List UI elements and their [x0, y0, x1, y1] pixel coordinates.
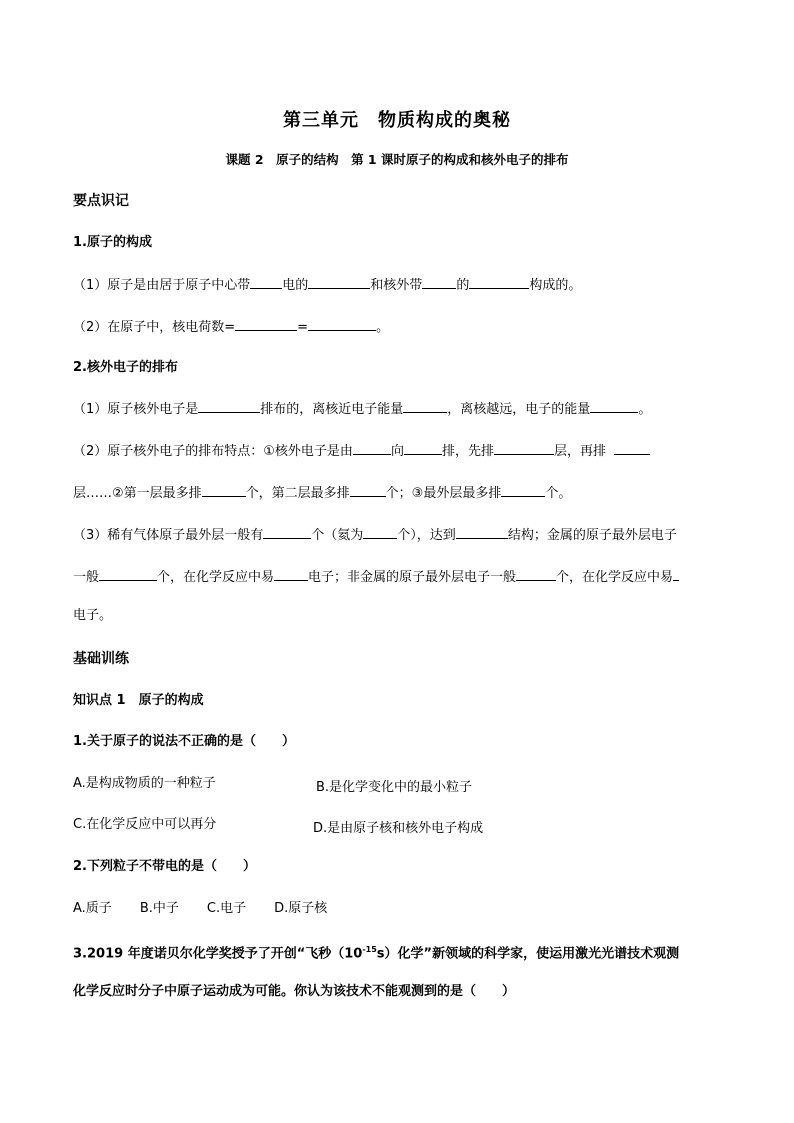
text-segment: 结构；金属的原子最外层电子: [507, 528, 677, 543]
blank-line: [494, 442, 554, 455]
q1-option-b: B.是化学变化中的最小粒子: [316, 780, 473, 795]
item-outer-electrons: [73, 526, 677, 544]
question-1: 1.关于原子的说法不正确的是（ ）: [73, 734, 295, 749]
item-outer-electrons-cont: [73, 568, 679, 586]
q2-option-a: A.质子: [73, 901, 112, 916]
blank-line: [673, 568, 679, 581]
blank-line: [308, 318, 376, 331]
text-segment: 层……②第一层最多排: [73, 486, 202, 501]
text-segment: 电子；非金属的原子最外层电子一般: [308, 570, 517, 585]
blank-line: [250, 276, 282, 289]
blank-line: [202, 484, 246, 497]
q2-option-c: C.电子: [206, 901, 247, 916]
q1-option-d: D.是由原子核和核外电子构成: [313, 821, 484, 836]
text-segment: 一般: [73, 570, 100, 585]
blank-line: [501, 484, 545, 497]
text-segment: 向: [390, 444, 404, 459]
blank-line: [274, 568, 308, 581]
text-segment: 排，先排: [441, 444, 494, 459]
blank-line: [614, 442, 650, 455]
q1-option-a: A.是构成物质的一种粒子: [73, 776, 216, 791]
item-atom-composition: [73, 276, 581, 294]
text-segment: （1）原子是由居于原子中心带: [73, 278, 251, 293]
superscript: -15: [362, 945, 377, 954]
question-3: [73, 942, 679, 962]
text-segment: 个，在化学反应中易: [157, 570, 275, 585]
item-outer-electrons-end: 电子。: [73, 608, 113, 623]
item-arrangement-features: [73, 442, 650, 460]
text-segment: 个（氦为: [311, 528, 364, 543]
text-segment: 个），达到: [397, 528, 456, 543]
text-segment: ，离核越远，电子的能量: [447, 402, 591, 417]
question-3-cont: 化学反应时分子中原子运动成为可能。你认为该技术不能观测到的是（ ）: [73, 984, 516, 999]
blank-line: [198, 400, 260, 413]
text-segment: 个；③最外层最多排: [385, 486, 502, 501]
text-segment: 电的: [282, 278, 309, 293]
text-segment: 。: [376, 320, 390, 335]
blank-line: [263, 526, 311, 539]
blank-line: [456, 526, 508, 539]
lesson-subtitle: 课题 2 原子的结构 第 1 课时原子的构成和核外电子的排布: [225, 152, 569, 167]
text-segment: 3.2019 年度诺贝尔化学奖授予了开创“飞秒（10: [73, 946, 363, 962]
heading-atom-structure: 1.原子的构成: [73, 235, 152, 250]
blank-line: [403, 400, 447, 413]
blank-line: [422, 276, 456, 289]
text-segment: 层，再排: [553, 444, 606, 459]
section-heading-basic-training: 基础训练: [73, 651, 129, 667]
text-segment: s）化学”新领域的科学家，使运用激光光谱技术观测: [376, 946, 680, 962]
item-arrangement-features-cont: [73, 484, 571, 502]
blank-line: [590, 400, 638, 413]
text-segment: 个，在化学反应中易: [556, 570, 674, 585]
text-segment: =: [297, 320, 309, 335]
text-segment: 构成的。: [529, 278, 582, 293]
item-nuclear-charge: [73, 318, 389, 336]
page-title: 第三单元 物质构成的奥秘: [283, 110, 511, 131]
text-segment: 排布的，离核近电子能量: [260, 402, 404, 417]
text-segment: 个。: [545, 486, 572, 501]
blank-line: [363, 526, 397, 539]
blank-line: [516, 568, 556, 581]
blank-line: [353, 442, 391, 455]
blank-line: [404, 442, 442, 455]
q1-option-c: C.在化学反应中可以再分: [73, 817, 217, 832]
text-segment: 。: [638, 402, 652, 417]
blank-line: [308, 276, 370, 289]
text-segment: （1）原子核外电子是: [73, 402, 199, 417]
text-segment: （3）稀有气体原子最外层一般有: [73, 528, 264, 543]
section-heading-key-points: 要点识记: [73, 193, 129, 209]
q2-option-b: B.中子: [139, 901, 179, 916]
blank-line: [469, 276, 529, 289]
q2-options: [73, 901, 355, 917]
q2-option-d: D.原子核: [274, 901, 328, 916]
question-2: 2.下列粒子不带电的是（ ）: [73, 859, 256, 874]
text-segment: 和核外带: [370, 278, 423, 293]
blank-line: [350, 484, 386, 497]
text-segment: （2）原子核外电子的排布特点：①核外电子是由: [73, 444, 353, 459]
blank-line: [235, 318, 297, 331]
heading-electron-arrangement: 2.核外电子的排布: [73, 360, 178, 375]
blank-line: [99, 568, 157, 581]
text-segment: 的: [456, 278, 470, 293]
text-segment: （2）在原子中，核电荷数=: [73, 320, 236, 335]
item-layered-arrangement: [73, 400, 651, 418]
text-segment: 个，第二层最多排: [245, 486, 350, 501]
knowledge-point-heading: 知识点 1 原子的构成: [73, 693, 204, 708]
